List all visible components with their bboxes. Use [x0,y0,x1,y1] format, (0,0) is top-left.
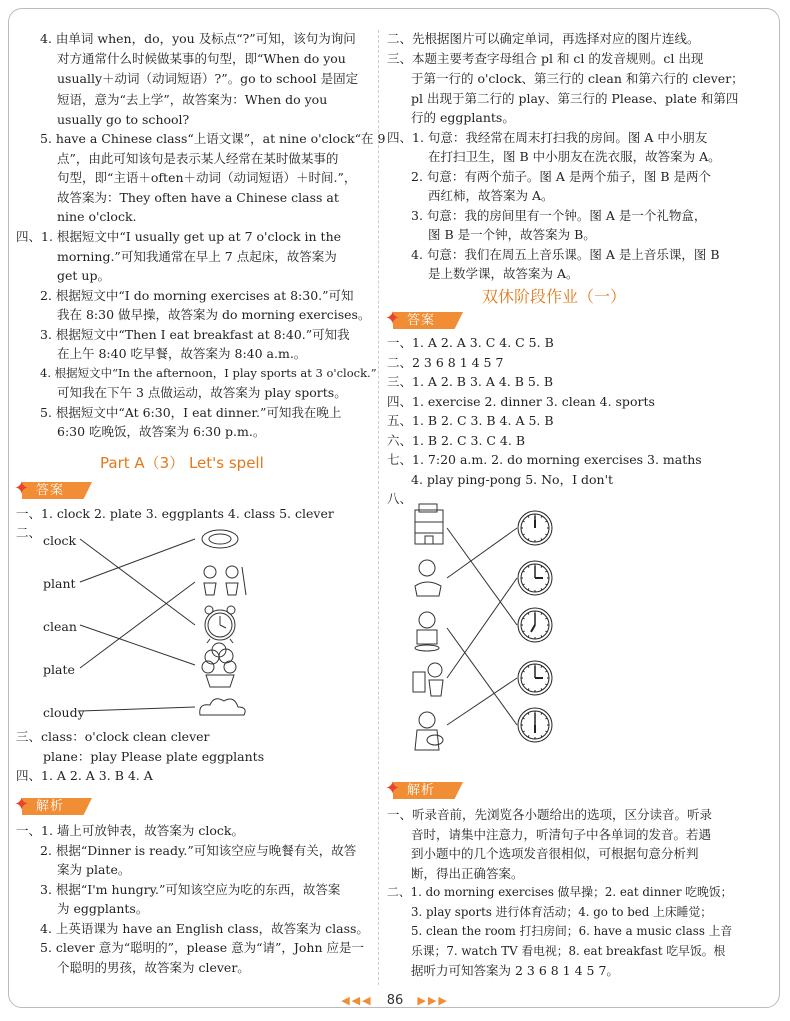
answer-line: plane：play Please plate eggplants [43,749,265,764]
girl-sleeping-icon [415,560,441,596]
text-line: 6:30 吃晚饭，故答案为 6:30 p.m.。 [57,424,266,439]
text-line: 二、先根据图片可以确定单词，再选择对应的图片连线。 [387,31,700,46]
text-line: get up。 [57,268,110,283]
analysis-line: 5. clean the room 打扫房间；6. have a music class 上音 [411,924,733,938]
answer-line: 六、1. B 2. C 3. C 4. B [387,433,526,448]
analysis-line: 一、听录音前，先浏览各小题给出的选项，区分读音。听录 [387,807,713,822]
section-title: Part A（3） Let's spell [100,454,264,472]
text-line: 5. have a Chinese class“上语文课”，at nine o'clock“在 9 [40,131,386,146]
text-line: morning.”可知我通常在早上 7 点起床，故答案为 [57,249,337,264]
match-line [80,582,195,668]
column-divider [378,30,379,985]
text-line: usually go to school? [57,112,190,127]
answer-line: 三、1. A 2. B 3. A 4. B 5. B [387,374,554,389]
analysis-line: 一、1. 墙上可放钟表，故答案为 clock。 [16,823,244,838]
match-line [447,528,517,578]
clock-icon [518,608,552,642]
text-line: 5. 根据短文中“At 6:30，I eat dinner.”可知我在晚上 [40,405,342,420]
analysis-badge [385,778,469,800]
answer-line: 七、1. 7:20 a.m. 2. do morning exercises 3. maths [387,452,702,467]
text-line: 故答案为：They often have a Chinese class at [57,190,339,205]
clock-icon [518,561,552,595]
analysis-badge [14,794,98,816]
answer-badge [385,308,469,330]
star-icon: ✦ [385,778,401,799]
match-line [80,539,195,625]
text-line: 4. 句意：我们在周五上音乐课。图 A 是上音乐课，图 B [411,247,720,262]
text-line: 于第一行的 o'clock、第三行的 clean 和第六行的 clever； [411,71,744,86]
text-line: 是上数学课，故答案为 A。 [428,266,579,281]
text-line: 对方通常什么时候做某事的句型，即“When do you [57,51,346,66]
plate-icon [202,530,238,548]
text-line: 在打扫卫生，图 B 中小朋友在洗衣服，故答案为 A。 [428,149,721,164]
text-line: 我在 8:30 做早操，故答案为 do morning exercises。 [57,307,371,322]
text-line: 行的 eggplants。 [411,110,515,125]
answer-line: 4. play ping-pong 5. No，I don't [411,472,614,487]
boy-reading-icon [413,663,443,696]
match-word: plant [43,576,76,591]
arrows-right-icon: ▶▶▶ [417,994,449,1007]
match-line [447,678,517,725]
answer-badge [14,478,98,500]
text-line: 西红柿，故答案为 A。 [428,188,554,203]
match-line [80,539,195,582]
analysis-line: 乐课；7. watch TV 看电视；8. eat breakfast 吃早饭。根 [411,944,726,958]
text-line: 2. 句意：有两个茄子。图 A 是两个茄子，图 B 是两个 [411,169,712,184]
boy-eating-icon [415,612,439,651]
analysis-line: 到小题中的几个选项发音很相似，可根据句意分析判 [411,846,699,861]
cloud-icon [200,699,245,715]
analysis-label: 解析 [36,799,65,814]
answer-line: 四、1. A 2. A 3. B 4. A [16,768,153,783]
school-building-icon [415,504,443,544]
text-line: pl 出现于第二行的 play、第三行的 Please、plate 和第四 [411,91,739,106]
clock-icon [518,511,552,545]
analysis-line: 据听力可知答案为 2 3 6 8 1 4 5 7。 [411,963,619,978]
kids-cleaning-icon [204,566,246,595]
text-line: 句型，即“主语＋often＋动词（动词短语）＋时间.”， [57,170,357,185]
text-line: 四、1. 句意：我经常在周末打扫我的房间。图 A 中小朋友 [387,130,708,145]
answer-label: 答案 [407,313,436,328]
page-footer [0,993,790,1008]
match-line [447,628,517,725]
answer-line: 一、1. A 2. A 3. C 4. C 5. B [387,335,554,350]
section-title: 双休阶段作业（一） [482,287,627,306]
text-line: 可知我在下午 3 点做运动，故答案为 play sports。 [57,385,347,400]
match-word: clock [43,533,77,548]
answer-label-8: 八、 [387,491,413,506]
match-word: clean [43,619,77,634]
matching-diagram [70,525,260,725]
analysis-line: 音时，请集中注意力，听清句子中各单词的发音。若遇 [411,827,712,842]
alarm-clock-icon [205,606,235,643]
boy-playing-guitar-icon [415,712,443,750]
match-word: cloudy [43,705,85,720]
text-line: 2. 根据短文中“I do morning exercises at 8:30.”可知 [40,288,354,303]
clock-icon [518,661,552,695]
potted-plant-icon [202,643,236,687]
text-line: 3. 根据短文中“Then I eat breakfast at 8:40.”可知我 [40,327,350,342]
answer-label-2: 二、 [16,525,42,540]
analysis-line: 3. 根据“I'm hungry.”可知该空应为吃的东西，故答案 [40,882,341,897]
text-line: 图 B 是一个钟，故答案为 B。 [428,227,596,242]
text-line: usually＋动词（动词短语）?”。go to school 是固定 [57,71,359,86]
page-number: 86 [386,993,404,1008]
analysis-line: 5. clever 意为“聪明的”，please 意为“请”，John 应是一 [40,940,365,955]
analysis-line: 4. 上英语课为 have an English class，故答案为 class。 [40,921,369,936]
answer-line: 一、1. clock 2. plate 3. eggplants 4. class 5. clever [16,506,334,521]
analysis-line: 个聪明的男孩，故答案为 clever。 [57,960,250,975]
match-line [80,707,195,711]
answer-line: 三、class：o'clock clean clever [16,729,210,744]
analysis-line: 断，得出正确答案。 [411,866,524,881]
match-word: plate [43,662,75,677]
text-line: nine o'clock. [57,209,137,224]
text-line: 三、本题主要考查字母组合 pl 和 cl 的发音规则。cl 出现 [387,51,704,66]
answer-line: 二、2 3 6 8 1 4 5 7 [387,355,504,370]
analysis-line: 2. 根据“Dinner is ready.”可知该空应与晚餐有关，故答 [40,843,357,858]
star-icon: ✦ [14,794,30,815]
match-line [447,578,517,678]
answer-label: 答案 [36,483,65,498]
text-line: 四、1. 根据短文中“I usually get up at 7 o'clock in the [16,229,342,244]
clock-icon [518,708,552,742]
analysis-line: 案为 plate。 [57,862,131,877]
arrows-left-icon: ◀◀◀ [341,994,373,1007]
analysis-line: 为 eggplants。 [57,901,149,916]
text-line: 4. 根据短文中“In the afternoon，I play sports at 3 o'clock.” [40,366,377,380]
star-icon: ✦ [14,478,30,499]
match-line [80,625,195,665]
text-line: 4. 由单词 when，do，you 及标点“?”可知，该句为询问 [40,31,356,46]
text-line: 3. 句意：我的房间里有一个钟。图 A 是一个礼物盒， [411,208,707,223]
star-icon: ✦ [385,308,401,329]
answer-line: 五、1. B 2. C 3. B 4. A 5. B [387,413,554,428]
analysis-line: 3. play sports 进行体育活动；4. go to bed 上床睡觉； [411,905,713,919]
clock-matching-diagram [405,500,575,765]
answer-line: 四、1. exercise 2. dinner 3. clean 4. sports [387,394,655,409]
text-line: 在上午 8:40 吃早餐，故答案为 8:40 a.m.。 [57,346,307,361]
text-line: 点”，由此可知该句是表示某人经常在某时做某事的 [57,151,339,166]
hour-hand [531,625,535,632]
analysis-line: 二、1. do morning exercises 做早操；2. eat dinner 吃晚饭； [387,885,733,899]
analysis-label: 解析 [407,783,436,798]
match-line [447,528,517,625]
text-line: 短语，意为“去上学”，故答案为：When do you [57,92,328,107]
